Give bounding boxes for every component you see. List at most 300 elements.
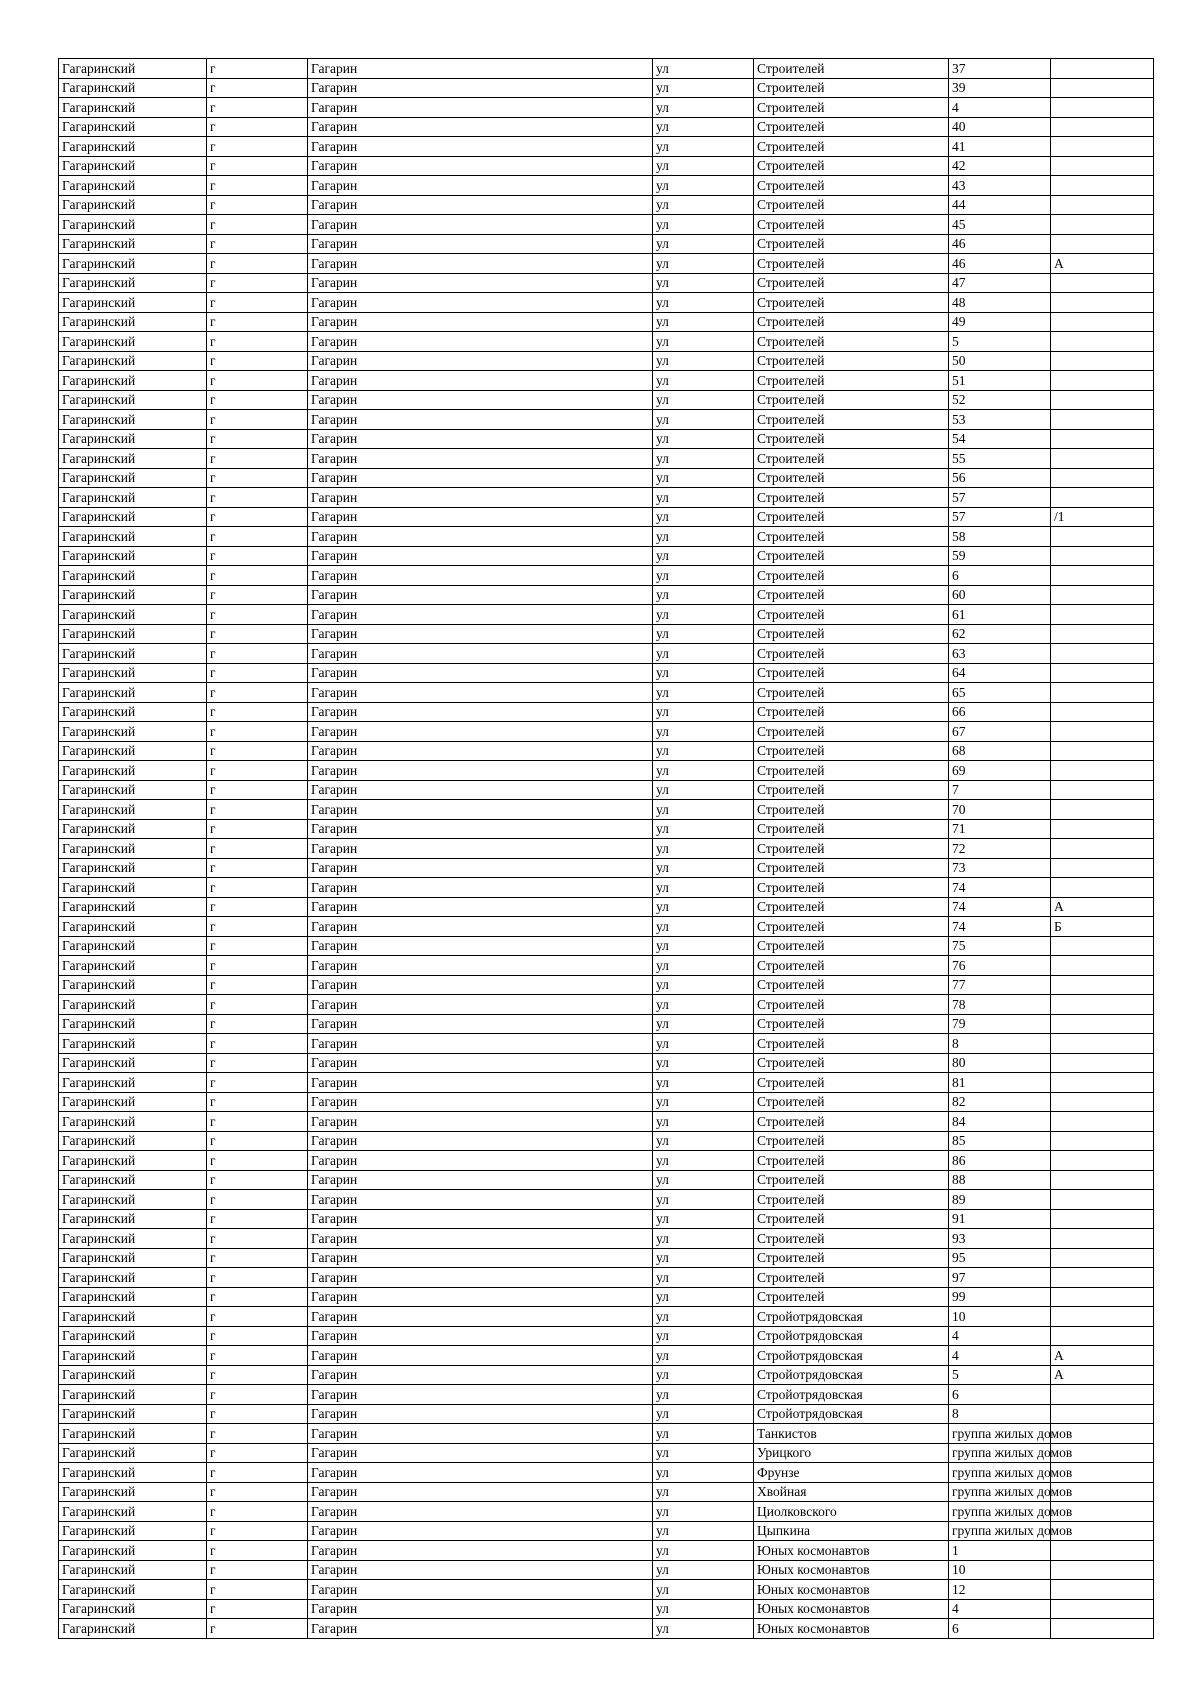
house-number-cell: 50 xyxy=(949,351,1051,371)
building-suffix-cell: А xyxy=(1051,897,1154,917)
building-suffix-cell xyxy=(1051,683,1154,703)
locality-type-cell: г xyxy=(207,1229,308,1249)
locality-cell: Гагарин xyxy=(308,293,653,313)
locality-type-cell: г xyxy=(207,1541,308,1561)
locality-cell: Гагарин xyxy=(308,468,653,488)
locality-type-cell: г xyxy=(207,858,308,878)
table-row xyxy=(59,293,1154,313)
house-number-cell: 82 xyxy=(949,1092,1051,1112)
locality-cell: Гагарин xyxy=(308,839,653,859)
house-number-cell: группа жилых домов xyxy=(949,1424,1051,1444)
district-cell: Гагаринский xyxy=(59,956,207,976)
locality-type-cell: г xyxy=(207,332,308,352)
building-suffix-cell xyxy=(1051,722,1154,742)
locality-type-cell: г xyxy=(207,293,308,313)
street-cell: Строителей xyxy=(754,507,949,527)
table-row xyxy=(59,1619,1154,1639)
street-type-cell: ул xyxy=(653,1560,754,1580)
table-row xyxy=(59,1092,1154,1112)
table-row xyxy=(59,1560,1154,1580)
house-number-cell: 8 xyxy=(949,1034,1051,1054)
table-row xyxy=(59,995,1154,1015)
street-type-cell: ул xyxy=(653,1541,754,1561)
building-suffix-cell xyxy=(1051,878,1154,898)
house-number-cell: 47 xyxy=(949,273,1051,293)
locality-cell: Гагарин xyxy=(308,1053,653,1073)
table-row xyxy=(59,1034,1154,1054)
street-type-cell: ул xyxy=(653,449,754,469)
street-cell: Строителей xyxy=(754,741,949,761)
street-cell: Строителей xyxy=(754,995,949,1015)
street-cell: Строителей xyxy=(754,1190,949,1210)
district-cell: Гагаринский xyxy=(59,468,207,488)
street-type-cell: ул xyxy=(653,312,754,332)
street-cell: Строителей xyxy=(754,293,949,313)
table-row xyxy=(59,722,1154,742)
locality-cell: Гагарин xyxy=(308,449,653,469)
house-number-cell: 71 xyxy=(949,819,1051,839)
house-number-cell: 74 xyxy=(949,917,1051,937)
house-number-cell: 67 xyxy=(949,722,1051,742)
district-cell: Гагаринский xyxy=(59,819,207,839)
locality-type-cell: г xyxy=(207,644,308,664)
street-type-cell: ул xyxy=(653,800,754,820)
house-number-cell: 6 xyxy=(949,1385,1051,1405)
building-suffix-cell xyxy=(1051,1073,1154,1093)
locality-cell: Гагарин xyxy=(308,975,653,995)
table-row xyxy=(59,1502,1154,1522)
house-number-cell: 8 xyxy=(949,1404,1051,1424)
table-row xyxy=(59,1053,1154,1073)
locality-type-cell: г xyxy=(207,1365,308,1385)
locality-type-cell: г xyxy=(207,1112,308,1132)
house-number-cell: 78 xyxy=(949,995,1051,1015)
house-number-cell: 74 xyxy=(949,878,1051,898)
locality-cell: Гагарин xyxy=(308,1443,653,1463)
street-type-cell: ул xyxy=(653,1326,754,1346)
building-suffix-cell xyxy=(1051,273,1154,293)
street-cell: Стройотрядовская xyxy=(754,1365,949,1385)
table-row xyxy=(59,1112,1154,1132)
table-row xyxy=(59,429,1154,449)
street-cell: Строителей xyxy=(754,663,949,683)
street-cell: Строителей xyxy=(754,195,949,215)
house-number-cell: 4 xyxy=(949,1599,1051,1619)
locality-type-cell: г xyxy=(207,390,308,410)
table-row xyxy=(59,1190,1154,1210)
street-cell: Строителей xyxy=(754,605,949,625)
table-row xyxy=(59,1170,1154,1190)
street-type-cell: ул xyxy=(653,995,754,1015)
street-cell: Стройотрядовская xyxy=(754,1326,949,1346)
house-number-cell: 46 xyxy=(949,234,1051,254)
district-cell: Гагаринский xyxy=(59,1385,207,1405)
building-suffix-cell xyxy=(1051,819,1154,839)
street-type-cell: ул xyxy=(653,351,754,371)
street-cell: Строителей xyxy=(754,722,949,742)
street-type-cell: ул xyxy=(653,1619,754,1639)
district-cell: Гагаринский xyxy=(59,585,207,605)
locality-cell: Гагарин xyxy=(308,1170,653,1190)
street-type-cell: ул xyxy=(653,117,754,137)
house-number-cell: 52 xyxy=(949,390,1051,410)
building-suffix-cell: А xyxy=(1051,254,1154,274)
locality-cell: Гагарин xyxy=(308,527,653,547)
district-cell: Гагаринский xyxy=(59,1268,207,1288)
table-row xyxy=(59,410,1154,430)
building-suffix-cell xyxy=(1051,449,1154,469)
street-type-cell: ул xyxy=(653,1287,754,1307)
locality-type-cell: г xyxy=(207,1619,308,1639)
district-cell: Гагаринский xyxy=(59,1346,207,1366)
locality-cell: Гагарин xyxy=(308,59,653,79)
house-number-cell: 56 xyxy=(949,468,1051,488)
locality-cell: Гагарин xyxy=(308,410,653,430)
street-type-cell: ул xyxy=(653,1346,754,1366)
table-row xyxy=(59,215,1154,235)
building-suffix-cell xyxy=(1051,312,1154,332)
street-cell: Стройотрядовская xyxy=(754,1307,949,1327)
locality-type-cell: г xyxy=(207,1326,308,1346)
street-cell: Строителей xyxy=(754,527,949,547)
table-row xyxy=(59,1248,1154,1268)
locality-type-cell: г xyxy=(207,1014,308,1034)
street-type-cell: ул xyxy=(653,1521,754,1541)
house-number-cell: 41 xyxy=(949,137,1051,157)
locality-cell: Гагарин xyxy=(308,117,653,137)
building-suffix-cell xyxy=(1051,488,1154,508)
street-type-cell: ул xyxy=(653,761,754,781)
street-cell: Строителей xyxy=(754,78,949,98)
district-cell: Гагаринский xyxy=(59,741,207,761)
building-suffix-cell xyxy=(1051,137,1154,157)
street-cell: Строителей xyxy=(754,117,949,137)
table-row xyxy=(59,644,1154,664)
street-type-cell: ул xyxy=(653,1463,754,1483)
house-number-cell: 72 xyxy=(949,839,1051,859)
street-type-cell: ул xyxy=(653,273,754,293)
locality-cell: Гагарин xyxy=(308,566,653,586)
house-number-cell: 80 xyxy=(949,1053,1051,1073)
building-suffix-cell xyxy=(1051,624,1154,644)
locality-type-cell: г xyxy=(207,1385,308,1405)
building-suffix-cell xyxy=(1051,1268,1154,1288)
table-row xyxy=(59,936,1154,956)
street-cell: Строителей xyxy=(754,917,949,937)
locality-cell: Гагарин xyxy=(308,332,653,352)
locality-type-cell: г xyxy=(207,156,308,176)
building-suffix-cell xyxy=(1051,605,1154,625)
locality-cell: Гагарин xyxy=(308,683,653,703)
street-cell: Строителей xyxy=(754,1034,949,1054)
district-cell: Гагаринский xyxy=(59,507,207,527)
district-cell: Гагаринский xyxy=(59,1053,207,1073)
locality-cell: Гагарин xyxy=(308,390,653,410)
building-suffix-cell xyxy=(1051,527,1154,547)
locality-type-cell: г xyxy=(207,1073,308,1093)
street-cell: Строителей xyxy=(754,1209,949,1229)
building-suffix-cell xyxy=(1051,1014,1154,1034)
district-cell: Гагаринский xyxy=(59,722,207,742)
district-cell: Гагаринский xyxy=(59,98,207,118)
locality-cell: Гагарин xyxy=(308,488,653,508)
street-type-cell: ул xyxy=(653,1209,754,1229)
district-cell: Гагаринский xyxy=(59,1034,207,1054)
table-row xyxy=(59,449,1154,469)
table-row xyxy=(59,78,1154,98)
street-type-cell: ул xyxy=(653,527,754,547)
building-suffix-cell xyxy=(1051,839,1154,859)
address-table xyxy=(58,58,1154,1639)
street-type-cell: ул xyxy=(653,917,754,937)
district-cell: Гагаринский xyxy=(59,1326,207,1346)
building-suffix-cell: А xyxy=(1051,1346,1154,1366)
locality-type-cell: г xyxy=(207,1580,308,1600)
locality-type-cell: г xyxy=(207,936,308,956)
street-cell: Строителей xyxy=(754,1268,949,1288)
locality-cell: Гагарин xyxy=(308,1190,653,1210)
building-suffix-cell xyxy=(1051,390,1154,410)
table-row xyxy=(59,897,1154,917)
street-type-cell: ул xyxy=(653,1307,754,1327)
street-cell: Строителей xyxy=(754,1151,949,1171)
table-row xyxy=(59,1385,1154,1405)
table-row xyxy=(59,624,1154,644)
building-suffix-cell xyxy=(1051,975,1154,995)
street-cell: Строителей xyxy=(754,858,949,878)
locality-cell: Гагарин xyxy=(308,1365,653,1385)
district-cell: Гагаринский xyxy=(59,780,207,800)
table-row xyxy=(59,780,1154,800)
house-number-cell: 12 xyxy=(949,1580,1051,1600)
table-row xyxy=(59,1287,1154,1307)
locality-cell: Гагарин xyxy=(308,371,653,391)
street-type-cell: ул xyxy=(653,1170,754,1190)
locality-type-cell: г xyxy=(207,1131,308,1151)
building-suffix-cell xyxy=(1051,1112,1154,1132)
building-suffix-cell xyxy=(1051,1092,1154,1112)
table-row xyxy=(59,176,1154,196)
locality-type-cell: г xyxy=(207,956,308,976)
table-row xyxy=(59,1482,1154,1502)
locality-cell: Гагарин xyxy=(308,800,653,820)
table-row xyxy=(59,1404,1154,1424)
locality-type-cell: г xyxy=(207,1560,308,1580)
street-type-cell: ул xyxy=(653,1268,754,1288)
locality-type-cell: г xyxy=(207,117,308,137)
street-cell: Хвойная xyxy=(754,1482,949,1502)
house-number-cell: 88 xyxy=(949,1170,1051,1190)
house-number-cell: 37 xyxy=(949,59,1051,79)
building-suffix-cell xyxy=(1051,1619,1154,1639)
district-cell: Гагаринский xyxy=(59,1190,207,1210)
building-suffix-cell xyxy=(1051,741,1154,761)
table-row xyxy=(59,234,1154,254)
district-cell: Гагаринский xyxy=(59,683,207,703)
house-number-cell: 65 xyxy=(949,683,1051,703)
locality-cell: Гагарин xyxy=(308,644,653,664)
street-type-cell: ул xyxy=(653,1131,754,1151)
street-cell: Юных космонавтов xyxy=(754,1619,949,1639)
street-cell: Строителей xyxy=(754,936,949,956)
locality-cell: Гагарин xyxy=(308,1112,653,1132)
street-cell: Строителей xyxy=(754,1112,949,1132)
house-number-cell: 6 xyxy=(949,1619,1051,1639)
district-cell: Гагаринский xyxy=(59,858,207,878)
street-type-cell: ул xyxy=(653,488,754,508)
address-table-body xyxy=(59,59,1154,1639)
locality-cell: Гагарин xyxy=(308,98,653,118)
house-number-cell: 99 xyxy=(949,1287,1051,1307)
building-suffix-cell xyxy=(1051,1326,1154,1346)
locality-type-cell: г xyxy=(207,215,308,235)
table-row xyxy=(59,663,1154,683)
table-row xyxy=(59,390,1154,410)
locality-type-cell: г xyxy=(207,507,308,527)
table-row xyxy=(59,1073,1154,1093)
table-row xyxy=(59,1599,1154,1619)
street-type-cell: ул xyxy=(653,1404,754,1424)
district-cell: Гагаринский xyxy=(59,527,207,547)
locality-cell: Гагарин xyxy=(308,819,653,839)
street-type-cell: ул xyxy=(653,1229,754,1249)
street-cell: Строителей xyxy=(754,410,949,430)
house-number-cell: 62 xyxy=(949,624,1051,644)
district-cell: Гагаринский xyxy=(59,936,207,956)
table-row xyxy=(59,332,1154,352)
locality-type-cell: г xyxy=(207,1307,308,1327)
table-row xyxy=(59,741,1154,761)
street-cell: Фрунзе xyxy=(754,1463,949,1483)
locality-type-cell: г xyxy=(207,878,308,898)
street-type-cell: ул xyxy=(653,293,754,313)
district-cell: Гагаринский xyxy=(59,917,207,937)
table-row xyxy=(59,1209,1154,1229)
building-suffix-cell: А xyxy=(1051,1365,1154,1385)
district-cell: Гагаринский xyxy=(59,605,207,625)
table-row xyxy=(59,351,1154,371)
building-suffix-cell xyxy=(1051,585,1154,605)
house-number-cell: 1 xyxy=(949,1541,1051,1561)
locality-type-cell: г xyxy=(207,176,308,196)
street-type-cell: ул xyxy=(653,1092,754,1112)
house-number-cell: группа жилых домов xyxy=(949,1521,1051,1541)
street-cell: Строителей xyxy=(754,390,949,410)
street-cell: Строителей xyxy=(754,1014,949,1034)
street-cell: Строителей xyxy=(754,312,949,332)
district-cell: Гагаринский xyxy=(59,702,207,722)
street-type-cell: ул xyxy=(653,936,754,956)
building-suffix-cell xyxy=(1051,644,1154,664)
street-cell: Юных космонавтов xyxy=(754,1599,949,1619)
street-cell: Строителей xyxy=(754,956,949,976)
street-type-cell: ул xyxy=(653,644,754,664)
street-type-cell: ул xyxy=(653,780,754,800)
locality-cell: Гагарин xyxy=(308,663,653,683)
house-number-cell: 76 xyxy=(949,956,1051,976)
locality-cell: Гагарин xyxy=(308,741,653,761)
street-cell: Стройотрядовская xyxy=(754,1404,949,1424)
district-cell: Гагаринский xyxy=(59,332,207,352)
street-cell: Юных космонавтов xyxy=(754,1541,949,1561)
street-cell: Строителей xyxy=(754,351,949,371)
locality-cell: Гагарин xyxy=(308,1385,653,1405)
street-cell: Строителей xyxy=(754,156,949,176)
locality-cell: Гагарин xyxy=(308,1326,653,1346)
house-number-cell: 59 xyxy=(949,546,1051,566)
district-cell: Гагаринский xyxy=(59,1170,207,1190)
street-type-cell: ул xyxy=(653,332,754,352)
locality-type-cell: г xyxy=(207,800,308,820)
house-number-cell: 60 xyxy=(949,585,1051,605)
locality-cell: Гагарин xyxy=(308,956,653,976)
house-number-cell: 74 xyxy=(949,897,1051,917)
street-cell: Строителей xyxy=(754,176,949,196)
street-type-cell: ул xyxy=(653,546,754,566)
street-type-cell: ул xyxy=(653,156,754,176)
house-number-cell: 69 xyxy=(949,761,1051,781)
locality-type-cell: г xyxy=(207,527,308,547)
district-cell: Гагаринский xyxy=(59,1443,207,1463)
street-cell: Циолковского xyxy=(754,1502,949,1522)
street-type-cell: ул xyxy=(653,858,754,878)
street-type-cell: ул xyxy=(653,1053,754,1073)
locality-cell: Гагарин xyxy=(308,1560,653,1580)
table-row xyxy=(59,858,1154,878)
building-suffix-cell xyxy=(1051,351,1154,371)
street-cell: Строителей xyxy=(754,98,949,118)
house-number-cell: 44 xyxy=(949,195,1051,215)
locality-type-cell: г xyxy=(207,624,308,644)
house-number-cell: 70 xyxy=(949,800,1051,820)
table-row xyxy=(59,1521,1154,1541)
locality-type-cell: г xyxy=(207,1170,308,1190)
locality-cell: Гагарин xyxy=(308,195,653,215)
district-cell: Гагаринский xyxy=(59,488,207,508)
building-suffix-cell xyxy=(1051,468,1154,488)
street-type-cell: ул xyxy=(653,605,754,625)
street-cell: Строителей xyxy=(754,761,949,781)
street-cell: Юных космонавтов xyxy=(754,1560,949,1580)
building-suffix-cell xyxy=(1051,176,1154,196)
building-suffix-cell xyxy=(1051,332,1154,352)
district-cell: Гагаринский xyxy=(59,78,207,98)
locality-cell: Гагарин xyxy=(308,858,653,878)
locality-cell: Гагарин xyxy=(308,1248,653,1268)
locality-cell: Гагарин xyxy=(308,1151,653,1171)
locality-cell: Гагарин xyxy=(308,878,653,898)
district-cell: Гагаринский xyxy=(59,1365,207,1385)
building-suffix-cell xyxy=(1051,59,1154,79)
street-cell: Строителей xyxy=(754,1131,949,1151)
building-suffix-cell xyxy=(1051,702,1154,722)
street-type-cell: ул xyxy=(653,195,754,215)
district-cell: Гагаринский xyxy=(59,293,207,313)
house-number-cell: 58 xyxy=(949,527,1051,547)
table-row xyxy=(59,839,1154,859)
locality-type-cell: г xyxy=(207,897,308,917)
street-type-cell: ул xyxy=(653,1073,754,1093)
house-number-cell: 7 xyxy=(949,780,1051,800)
building-suffix-cell xyxy=(1051,1151,1154,1171)
building-suffix-cell xyxy=(1051,1190,1154,1210)
locality-type-cell: г xyxy=(207,429,308,449)
table-row xyxy=(59,312,1154,332)
building-suffix-cell xyxy=(1051,1580,1154,1600)
district-cell: Гагаринский xyxy=(59,254,207,274)
district-cell: Гагаринский xyxy=(59,1248,207,1268)
locality-type-cell: г xyxy=(207,1599,308,1619)
